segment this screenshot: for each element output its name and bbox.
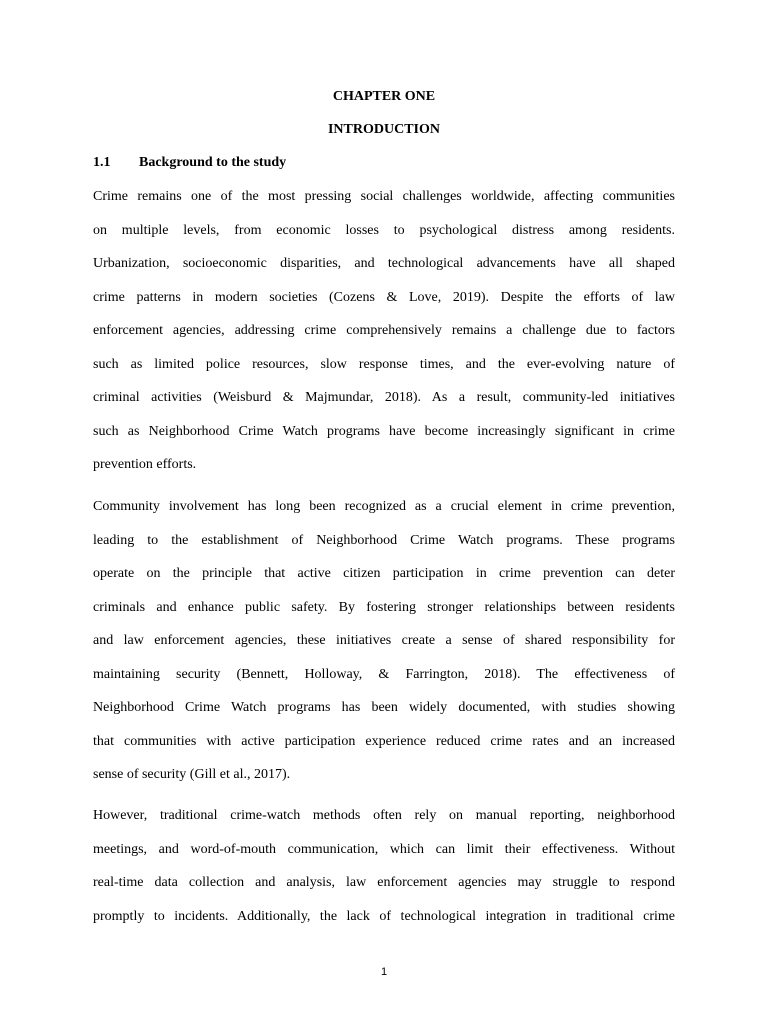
paragraph-line: that communities with active participation experience reduced crime rates and an increased — [93, 733, 675, 749]
section-number: 1.1 — [93, 155, 111, 170]
paragraph — [93, 189, 675, 491]
chapter-title: CHAPTER ONE — [332, 89, 436, 104]
paragraph-line: crime patterns in modern societies (Cozens & Love, 2019). Despite the efforts of law — [93, 289, 675, 305]
paragraph-line: real-time data collection and analysis, law enforcement agencies may struggle to respond — [93, 875, 675, 890]
paragraph-line: criminal activities (Weisburd & Majmundar, 2018). As a result, community-led initiatives — [93, 390, 675, 405]
paragraph-line: prevention efforts. — [93, 457, 197, 472]
paragraph-line: Community involvement has long been recognized as a crucial element in crime prevention, — [93, 499, 675, 514]
paragraph-line: on multiple levels, from economic losses to psychological distress among residents. — [93, 222, 675, 238]
section-title: Background to the study — [139, 155, 287, 170]
paragraph-line: such as limited police resources, slow response times, and the ever-evolving nature of — [93, 356, 675, 372]
paragraph-line: Crime remains one of the most pressing social challenges worldwide, affecting communities — [93, 189, 675, 204]
section-heading — [93, 155, 286, 171]
paragraph-line: meetings, and word-of-mouth communication, which can limit their effectiveness. Without — [93, 841, 675, 857]
paragraph-line: criminals and enhance public safety. By fostering stronger relationships between residents — [93, 599, 675, 615]
paragraph-line: leading to the establishment of Neighborhood Crime Watch programs. These programs — [93, 532, 675, 548]
paragraph-line: However, traditional crime-watch methods often rely on manual reporting, neighborhood — [93, 808, 675, 823]
paragraph-line: such as Neighborhood Crime Watch programs have become increasingly significant in crime — [93, 423, 675, 439]
paragraph — [93, 499, 675, 801]
paragraph-line: promptly to incidents. Additionally, the lack of technological integration in traditional crime — [93, 908, 675, 924]
paragraph-line: maintaining security (Bennett, Holloway, & Farrington, 2018). The effectiveness of — [93, 666, 675, 682]
paragraph — [93, 808, 675, 942]
page-number: 1 — [380, 966, 388, 978]
paragraph-line: sense of security (Gill et al., 2017). — [93, 767, 291, 782]
paragraph-line: Urbanization, socioeconomic disparities, and technological advancements have all shaped — [93, 256, 675, 271]
paragraph-line: Neighborhood Crime Watch programs has been widely documented, with studies showing — [93, 700, 675, 715]
paragraph-line: and law enforcement agencies, these initiatives create a sense of shared responsibility for — [93, 633, 675, 648]
paragraph-line: operate on the principle that active citizen participation in crime prevention can deter — [93, 566, 675, 581]
paragraph-line: enforcement agencies, addressing crime comprehensively remains a challenge due to factors — [93, 323, 675, 338]
chapter-subtitle: INTRODUCTION — [327, 122, 440, 137]
